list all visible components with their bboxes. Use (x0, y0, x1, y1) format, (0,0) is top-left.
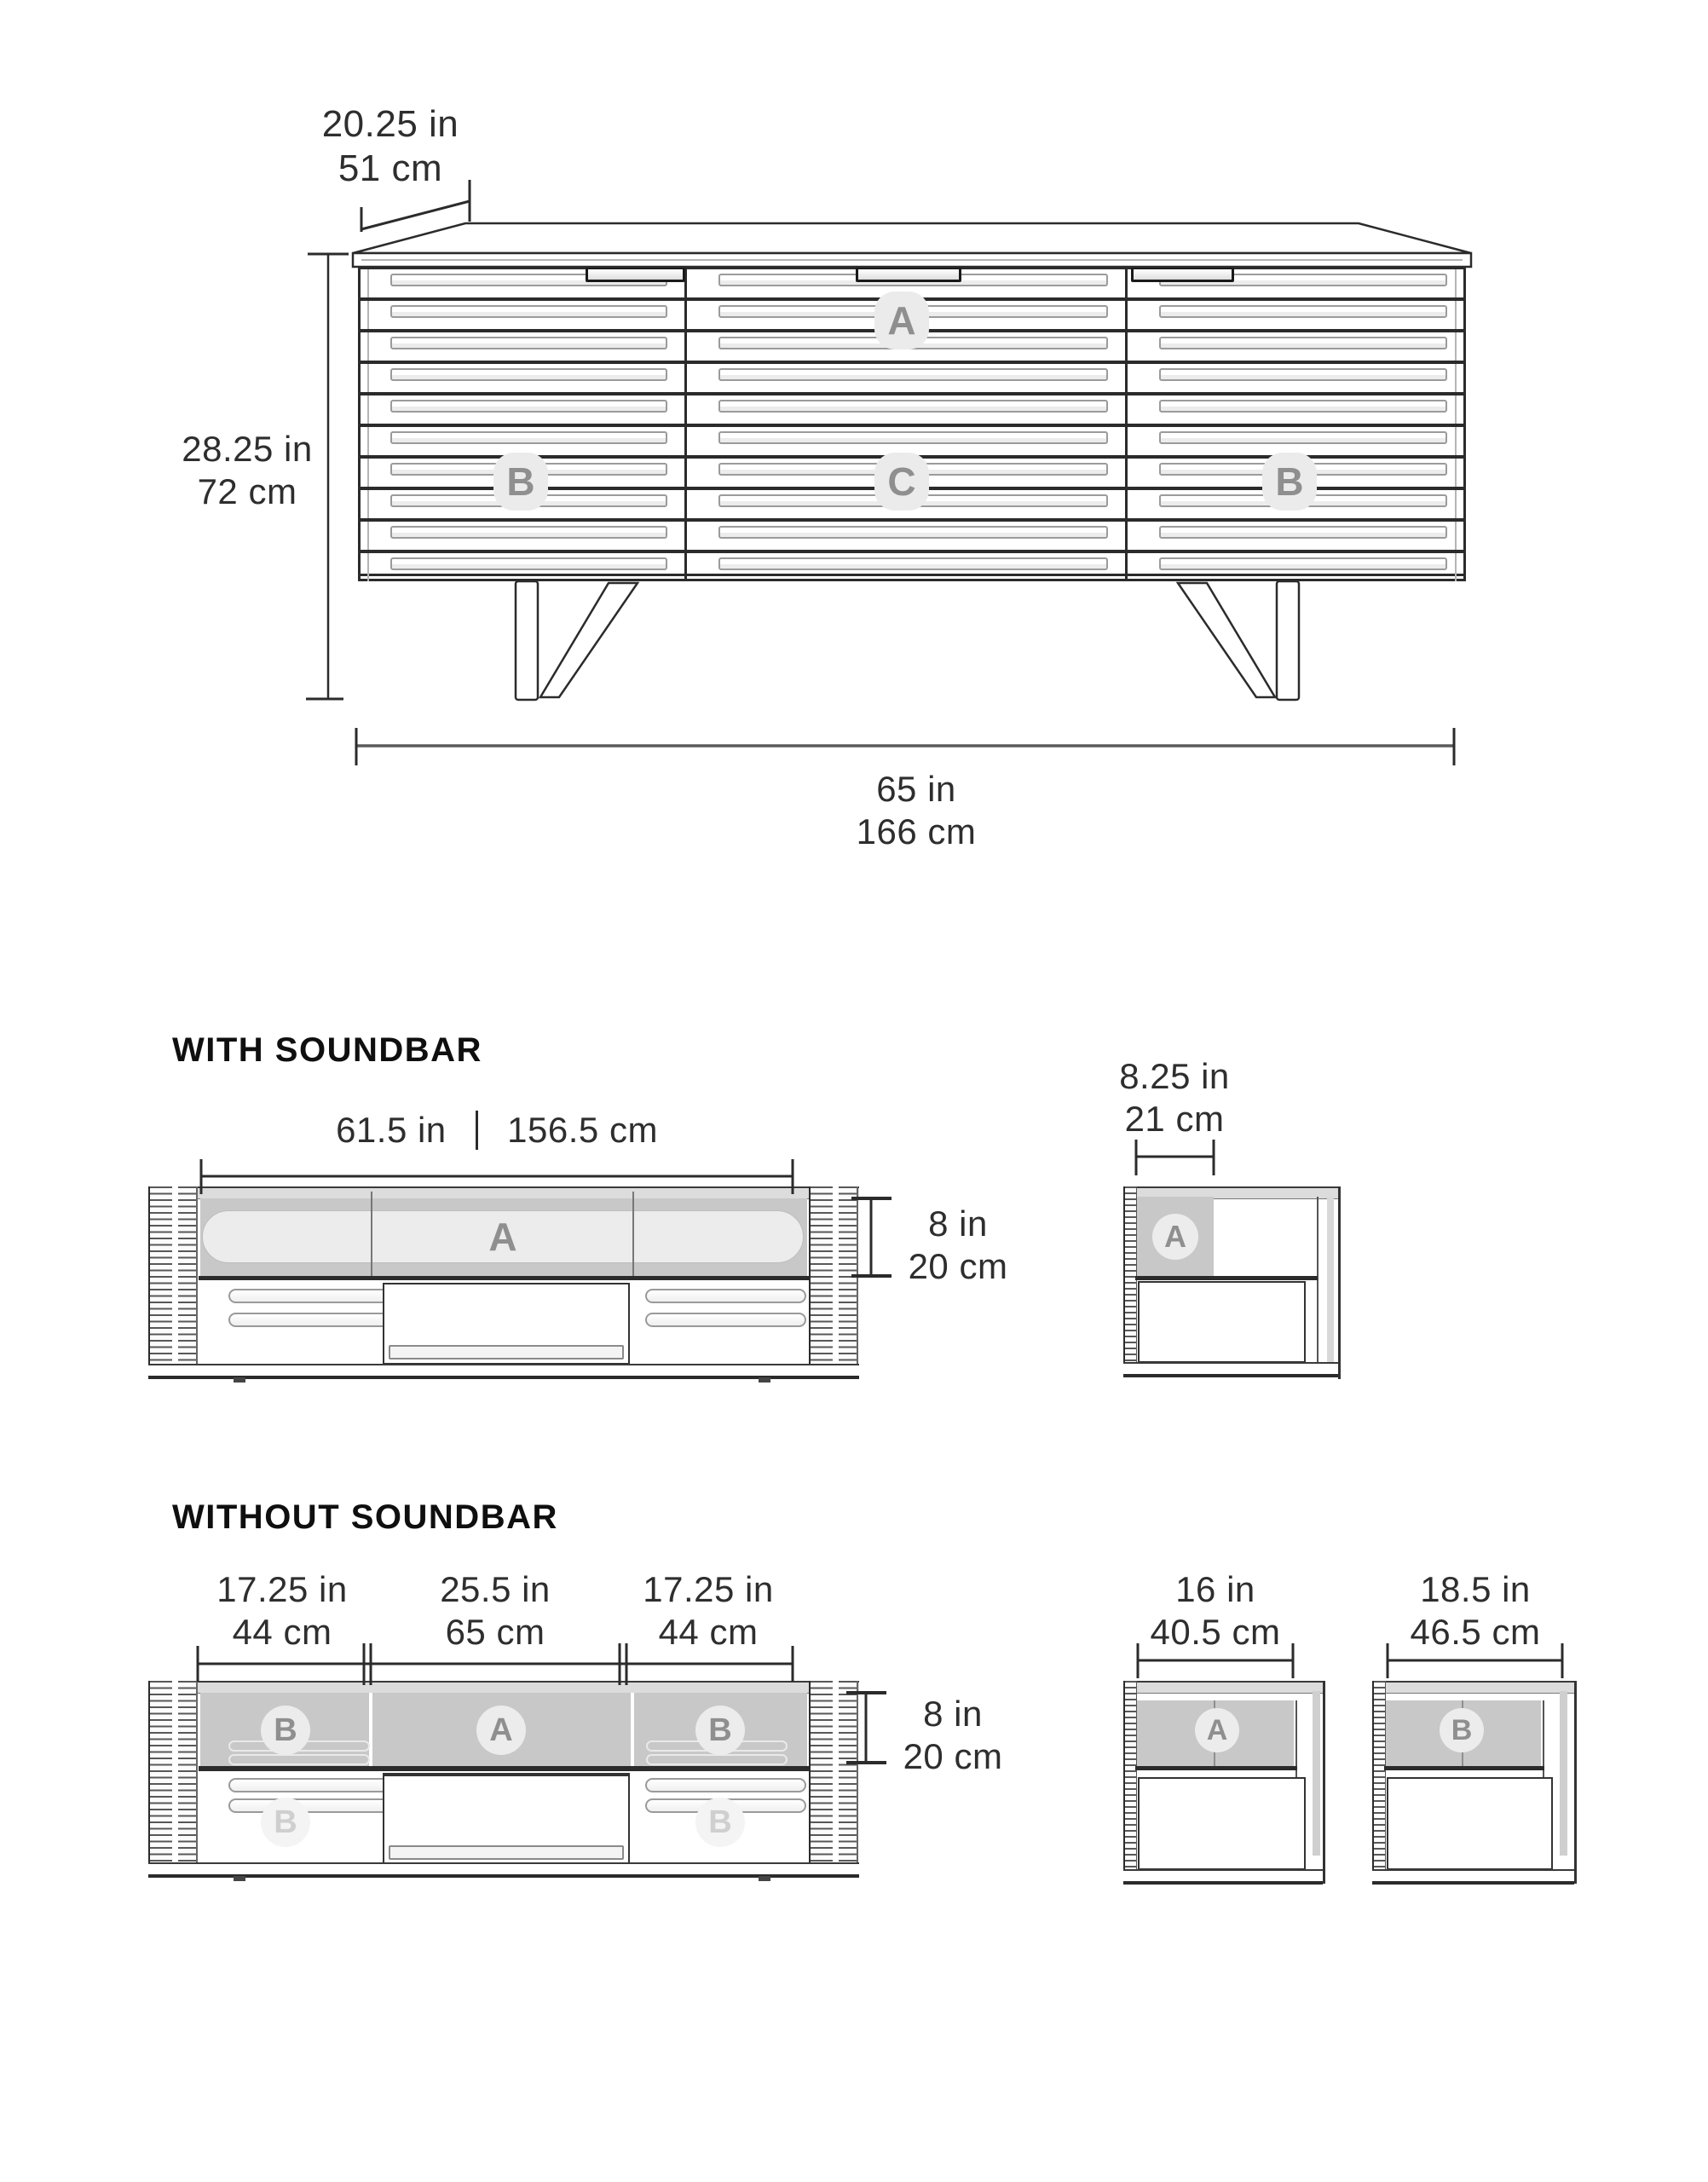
slat-slot (390, 368, 667, 381)
separator-bar (476, 1111, 479, 1150)
cabinet-bottom-line (358, 574, 1466, 577)
console-base (1372, 1869, 1574, 1885)
foot-mark (234, 1876, 245, 1881)
height-cm: 72 cm (197, 471, 297, 511)
soundbar-width-label (284, 1110, 710, 1151)
door-handle (586, 267, 685, 282)
segment2-label (393, 1568, 597, 1654)
segment3-inches: 17.25 in (643, 1569, 774, 1609)
door-gap (369, 1693, 372, 1766)
back-panel (1560, 1691, 1567, 1856)
badge-b-right: B (1262, 453, 1317, 511)
slat-slot (718, 368, 1108, 381)
side-badge-a: A (1152, 1214, 1198, 1260)
console-base (1123, 1869, 1323, 1885)
side-compartment (1138, 1281, 1306, 1363)
vent-slot (228, 1798, 392, 1813)
foot-mark (759, 1377, 770, 1383)
side-slat-edge (1372, 1681, 1386, 1873)
cabinet-bottom-line (358, 579, 1466, 582)
soundbar-height-cm: 20 cm (908, 1246, 1008, 1286)
slat-line (360, 392, 1464, 395)
vent-slot (228, 1754, 370, 1765)
slat-slot (390, 557, 667, 570)
slat-slot (390, 526, 667, 539)
segment3-cm: 44 cm (658, 1612, 759, 1652)
soundbar-depth-inches: 8.25 in (1119, 1056, 1230, 1096)
soundbar-height-inches: 8 in (928, 1204, 988, 1244)
top-badge-b-left: B (261, 1706, 310, 1755)
bottom-badge-b-left: B (261, 1798, 310, 1847)
shelf-line (1135, 1766, 1297, 1770)
soundbar-height-label (873, 1203, 1043, 1288)
shelf-line (199, 1766, 809, 1771)
top-badge-b-right: B (695, 1706, 745, 1755)
slat-line (360, 424, 1464, 427)
slat-line (360, 518, 1464, 522)
right-slat-panel (809, 1681, 858, 1874)
left-slat-panel (148, 1186, 198, 1376)
segment2-inches: 25.5 in (440, 1569, 551, 1609)
soundbar-shape (202, 1210, 804, 1263)
vent-slot (645, 1289, 806, 1303)
side-view-a (1123, 1681, 1325, 1884)
top-badge-a: A (476, 1706, 526, 1755)
side2-inches: 18.5 in (1420, 1569, 1531, 1609)
back-panel (1327, 1197, 1334, 1362)
shelf-line (199, 1276, 809, 1280)
slat-slot (1159, 431, 1447, 444)
side1-cm: 40.5 cm (1150, 1612, 1281, 1652)
media-compartment (383, 1773, 630, 1865)
shelf-line (1384, 1766, 1544, 1770)
door-gap (631, 1693, 634, 1766)
width-cm: 166 cm (856, 811, 977, 851)
soundbar-width-cm: 156.5 cm (507, 1110, 658, 1150)
slat-slot (718, 557, 1108, 570)
foot-mark (759, 1876, 770, 1881)
slat-slot (390, 400, 667, 413)
door-handle (856, 267, 961, 282)
depth-inches: 20.25 in (321, 103, 459, 145)
row-height-label (868, 1693, 1038, 1778)
media-compartment (383, 1283, 630, 1365)
console-top (148, 1186, 859, 1199)
side2-cm: 46.5 cm (1410, 1612, 1541, 1652)
side-slat-edge (1123, 1681, 1137, 1873)
vent-slot (228, 1778, 392, 1792)
row-height-inches: 8 in (923, 1694, 983, 1734)
vent-slot (645, 1778, 806, 1792)
width-dimension-label (814, 768, 1018, 853)
vent-slot (646, 1754, 788, 1765)
side-compartment (1387, 1777, 1553, 1870)
compartment-tray (389, 1845, 624, 1860)
foot-mark (234, 1377, 245, 1383)
depth-cm: 51 cm (338, 147, 443, 189)
with-soundbar-title: WITH SOUNDBAR (172, 1031, 482, 1069)
console-top (148, 1681, 859, 1694)
slat-slot (1159, 557, 1447, 570)
slat-slot (1159, 368, 1447, 381)
badge-b-left: B (493, 453, 548, 511)
slat-slot (1159, 400, 1447, 413)
vent-slot (228, 1313, 392, 1327)
slat-slot (390, 337, 667, 349)
slat-line (360, 550, 1464, 553)
depth-dimension-label (288, 102, 493, 191)
with-soundbar-front-view (148, 1186, 859, 1388)
slat-slot (718, 431, 1108, 444)
right-slat-panel (809, 1186, 858, 1376)
segment3-label (606, 1568, 811, 1654)
vent-slot (228, 1289, 392, 1303)
without-soundbar-front-view (148, 1681, 859, 1885)
without-soundbar-title: WITHOUT SOUNDBAR (172, 1498, 558, 1536)
side1-label (1113, 1568, 1318, 1654)
row-height-cm: 20 cm (903, 1736, 1003, 1776)
badge-c: C (874, 453, 929, 511)
console-base (148, 1364, 859, 1379)
slat-slot (718, 526, 1108, 539)
console-top (1372, 1681, 1574, 1694)
compartment-tray (389, 1345, 624, 1359)
slat-slot (718, 400, 1108, 413)
door-divider (371, 1192, 372, 1276)
segment1-cm: 44 cm (232, 1612, 332, 1652)
console-base (1123, 1362, 1338, 1377)
side-view-b (1372, 1681, 1577, 1884)
with-soundbar-side-view (1123, 1186, 1341, 1379)
segment1-label (180, 1568, 384, 1654)
slat-line (360, 361, 1464, 364)
segment1-inches: 17.25 in (216, 1569, 348, 1609)
soundbar-depth-cm: 21 cm (1124, 1099, 1225, 1139)
vent-slot (645, 1313, 806, 1327)
back-panel (1313, 1691, 1320, 1856)
bottom-badge-b-right: B (695, 1798, 745, 1847)
slat-slot (390, 305, 667, 318)
soundbar-width-inches: 61.5 in (336, 1110, 447, 1150)
slat-slot (1159, 305, 1447, 318)
left-slat-panel (148, 1681, 198, 1874)
side-compartment (1138, 1777, 1306, 1870)
slat-slot (390, 431, 667, 444)
slat-slot (1159, 337, 1447, 349)
side-a-badge: A (1195, 1708, 1239, 1752)
width-inches: 65 in (876, 769, 956, 809)
side-b-badge: B (1440, 1708, 1484, 1752)
side1-inches: 16 in (1175, 1569, 1255, 1609)
side2-label (1373, 1568, 1578, 1654)
console-top (1123, 1681, 1323, 1694)
badge-a: A (874, 292, 929, 349)
door-handle (1131, 267, 1234, 282)
shelf-line (1135, 1276, 1318, 1280)
slat-slot (1159, 526, 1447, 539)
height-inches: 28.25 in (182, 429, 313, 469)
segment2-cm: 65 cm (445, 1612, 545, 1652)
door-divider (632, 1192, 634, 1276)
height-dimension-label (145, 428, 349, 513)
console-base (148, 1862, 859, 1878)
soundbar-label: A (488, 1215, 517, 1259)
soundbar-depth-label (1089, 1055, 1260, 1140)
